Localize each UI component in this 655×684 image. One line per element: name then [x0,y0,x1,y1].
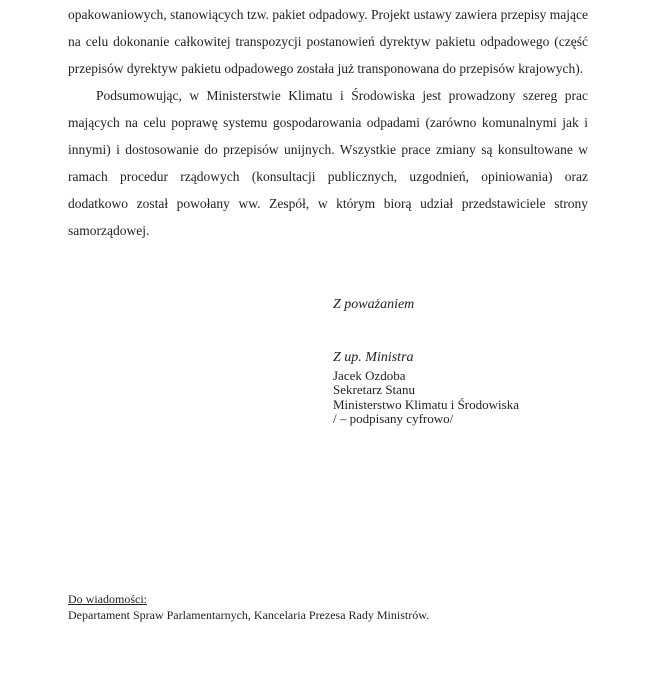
signature-digital-note: / – podpisany cyfrowo/ [333,411,454,426]
signature-on-behalf: Z up. Ministra [333,350,414,365]
cc-section [68,591,429,623]
cc-recipients: Departament Spraw Parlamentarnych, Kancelaria Prezesa Rady Ministrów. [68,608,430,622]
closing-phrase: Z poważaniem [333,297,415,312]
paragraph-packaging-waste: opakowaniowych, stanowiących tzw. pakiet odpadowy. Projekt ustawy zawiera przepisy mające na celu dokonanie całkowitej transpozycji postanowień dyrektyw pakietu odpadowego (część przepisów dyrektyw pakietu odpadowego została już transponowana do przepisów krajowych). [68,7,588,76]
cc-label: Do wiadomości: [68,592,147,606]
signature-name: Jacek Ozdoba [333,367,406,383]
signature-organization: Ministerstwo Klimatu i Środowiska [333,396,519,412]
paragraph-summary: Podsumowując, w Ministerstwie Klimatu i Środowiska jest prowadzony szereg prac mających na celu poprawę systemu gospodarowania odpadami (zarówno komunalnymi jak i innymi) i dostosowanie do przepisów unijnych. Wszystkie prace zmiany są konsultowane w ramach procedur rządowych (konsultacji publicznych, uzgodnień, opiniowania) oraz dodatkowo został powołany ww. Zespół, w którym biorą udział przedstawiciele strony samorządowej. [68,88,588,238]
letter-body [68,1,588,244]
signature-block [333,351,519,427]
signature-title: Sekretarz Stanu [333,382,415,397]
